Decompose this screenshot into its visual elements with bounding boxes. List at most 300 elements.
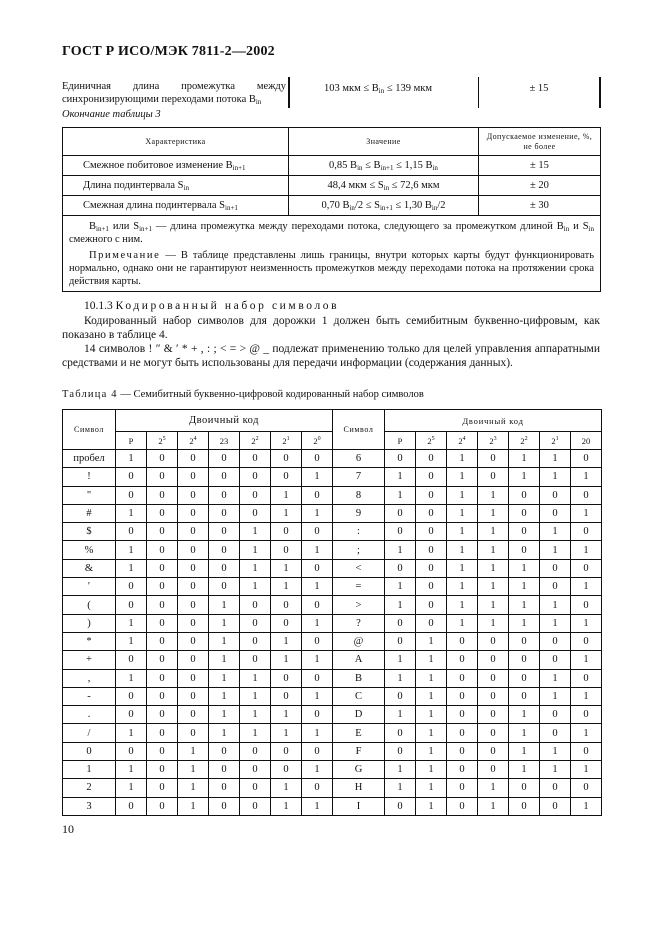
bit-cell: 0 [147,541,178,559]
bit-cell: 0 [240,486,271,504]
bit-cell: 1 [509,724,540,742]
bit-cell: 0 [240,742,271,760]
bit-cell: 1 [478,596,509,614]
bit-cell: 1 [540,761,571,779]
table-row [63,797,602,815]
bit-cell: 1 [571,651,602,669]
bit-cell: 1 [302,541,333,559]
bit-cell: 0 [571,450,602,468]
bit-cell: 0 [302,742,333,760]
bit-cell: 1 [571,578,602,596]
bit-cell: 1 [478,559,509,577]
bit-cell: 0 [147,486,178,504]
bit-cell: 1 [116,632,147,650]
page-number: 10 [62,822,74,836]
bit-cell: 1 [571,687,602,705]
symbol-cell: 3 [63,797,116,815]
header-code-right: Двоичный код [385,410,602,432]
symbol-cell: 2 [63,779,116,797]
table-3-end [62,127,601,292]
table-row [63,669,602,687]
symbol-cell: , [63,669,116,687]
bit-cell: 1 [385,706,416,724]
bit-cell: 0 [240,450,271,468]
bit-cell: 0 [416,614,447,632]
bit-cell: 0 [385,797,416,815]
bit-cell: 0 [209,504,240,522]
bit-cell: 1 [385,468,416,486]
bit-cell: 1 [302,724,333,742]
bit-cell: 0 [147,669,178,687]
bit-cell: 0 [302,523,333,541]
table-row [63,596,602,614]
bit-cell: 1 [271,779,302,797]
table-row [63,578,602,596]
bit-cell: 0 [478,706,509,724]
table3-header-row [63,128,601,156]
bit-cell: 1 [209,651,240,669]
bit-cell: 0 [240,761,271,779]
bit-cell: 1 [302,651,333,669]
bit-cell: 1 [447,523,478,541]
bit-cell: 0 [447,687,478,705]
bit-cell: 0 [416,450,447,468]
bit-cell: 0 [509,687,540,705]
bit-cell: 1 [271,578,302,596]
bit-cell: 1 [447,541,478,559]
bit-cell: 1 [447,486,478,504]
bit-cell: 0 [540,651,571,669]
bit-cell: 1 [447,504,478,522]
bit-cell: 0 [178,614,209,632]
bit-cell: 0 [178,486,209,504]
bit-cell: 1 [385,669,416,687]
table-row [63,176,601,196]
table-row [63,156,601,176]
symbol-cell: / [63,724,116,742]
bit-cell: 1 [447,596,478,614]
row-tolerance: ± 20 [479,176,601,196]
bit-cell: 1 [178,742,209,760]
bit-cell: 0 [147,779,178,797]
bit-header: $2^5$ [416,432,447,450]
bit-cell: 0 [540,559,571,577]
bit-header: $2^3$ [478,432,509,450]
bit-cell: 0 [416,523,447,541]
bit-cell: 1 [509,596,540,614]
symbol-cell: 9 [333,504,385,522]
bit-cell: 0 [147,706,178,724]
note-remark: Примечание — В таблице представлены лишь границы, внутри которых карты будут функционировать нормально, однако они не гарантируют неизменность промежутков между переходами потока на протяжении срока действия карты. [69,250,594,287]
bit-cell: 0 [178,523,209,541]
bit-cell: 0 [478,468,509,486]
bit-cell: 0 [447,797,478,815]
bit-cell: 1 [240,541,271,559]
bit-cell: 0 [478,669,509,687]
bit-cell: 0 [540,578,571,596]
bit-cell: 0 [540,486,571,504]
bit-cell: 1 [509,742,540,760]
section-title: Кодированный набор символов [115,300,340,312]
section-paragraph: Кодированный набор символов для дорожки 1 должен быть семибитным буквенно-цифровым, как показано в таблице 4. [62,315,600,341]
bit-cell: 1 [302,468,333,486]
bit-cell: 1 [302,614,333,632]
bit-cell: 0 [271,468,302,486]
bit-cell: 0 [509,797,540,815]
bit-cell: 0 [385,504,416,522]
bit-cell: 1 [116,669,147,687]
bit-cell: 1 [116,559,147,577]
symbol-cell: = [333,578,385,596]
section-heading [84,300,339,312]
row-value: 0,70 $B_{in}/2 \le S_{in+1} \le 1,30$ $B_{in}/2$ [289,196,479,216]
symbol-cell: 1 [63,761,116,779]
bit-header: $2^1$ [540,432,571,450]
bit-cell: 1 [478,504,509,522]
bit-cell: 0 [209,468,240,486]
table-row [63,559,602,577]
table-row [63,687,602,705]
bit-cell: 1 [240,578,271,596]
table-row [63,468,602,486]
bit-cell: 0 [209,523,240,541]
bit-cell: 1 [416,706,447,724]
table-row [63,724,602,742]
row-label: Длина подинтервала $S_{in}$ [63,176,289,196]
bit-cell: 0 [240,614,271,632]
bit-cell: 0 [178,450,209,468]
bit-cell: 1 [209,706,240,724]
bit-cell: 1 [209,632,240,650]
bit-cell: 1 [509,559,540,577]
symbol-cell: $ [63,523,116,541]
bit-cell: 0 [571,486,602,504]
bit-cell: 0 [271,687,302,705]
bit-cell: 0 [178,578,209,596]
bit-cell: 0 [209,450,240,468]
table-row [63,486,602,504]
symbol-cell: 7 [333,468,385,486]
bit-cell: 1 [509,468,540,486]
bit-cell: 0 [478,742,509,760]
bit-cell: 1 [385,486,416,504]
symbol-cell: 6 [333,450,385,468]
bit-cell: 0 [178,632,209,650]
bit-cell: 1 [116,779,147,797]
symbol-cell: ; [333,541,385,559]
symbol-cell: ) [63,614,116,632]
bit-cell: 0 [147,797,178,815]
header-symbol-left: Символ [63,410,116,450]
bit-cell: 1 [540,687,571,705]
bit-cell: 1 [416,797,447,815]
bit-cell: 1 [385,779,416,797]
symbol-cell: A [333,651,385,669]
bit-cell: 1 [416,724,447,742]
symbol-cell: 8 [333,486,385,504]
bit-cell: 1 [271,706,302,724]
bit-cell: 1 [271,504,302,522]
header-value: Значение [289,128,479,156]
bit-cell: 0 [385,450,416,468]
bit-cell: 0 [240,779,271,797]
symbol-cell: B [333,669,385,687]
bit-header: P [116,432,147,450]
bit-cell: 0 [178,468,209,486]
bit-cell: 0 [240,632,271,650]
bit-cell: 0 [447,651,478,669]
symbol-cell: * [63,632,116,650]
table-row [63,523,602,541]
bit-cell: 0 [302,706,333,724]
bit-cell: 0 [478,450,509,468]
bit-cell: 0 [240,596,271,614]
table-row [63,742,602,760]
bit-cell: 0 [416,504,447,522]
bit-cell: 0 [571,779,602,797]
bit-cell: 1 [571,724,602,742]
symbol-cell: ( [63,596,116,614]
bit-cell: 0 [147,651,178,669]
bit-cell: 0 [571,596,602,614]
document-header: ГОСТ Р ИСО/МЭК 7811-2—2002 [62,44,275,59]
bit-header: $2^4$ [447,432,478,450]
bit-cell: 1 [571,541,602,559]
bit-header: P [385,432,416,450]
bit-cell: 0 [116,578,147,596]
bit-cell: 1 [302,761,333,779]
bit-cell: 0 [209,541,240,559]
bit-cell: 1 [240,706,271,724]
bit-cell: 1 [571,504,602,522]
header-code-left: Двоичный код [116,410,333,432]
bit-cell: 0 [447,761,478,779]
symbol-cell: - [63,687,116,705]
bit-cell: 1 [416,687,447,705]
bit-cell: 0 [385,632,416,650]
bit-cell: 0 [209,779,240,797]
bit-cell: 0 [209,761,240,779]
bit-cell: 0 [178,669,209,687]
bit-cell: 0 [147,468,178,486]
header-characteristic: Характеристика [63,128,289,156]
bit-cell: 0 [302,486,333,504]
bit-cell: 0 [416,541,447,559]
bit-cell: 1 [478,541,509,559]
bit-cell: 1 [209,724,240,742]
table3-notes [63,216,601,292]
symbol-cell: & [63,559,116,577]
symbol-cell: 0 [63,742,116,760]
bit-cell: 0 [447,779,478,797]
symbol-cell: ? [333,614,385,632]
bit-cell: 1 [271,797,302,815]
bit-cell: 1 [385,761,416,779]
symbol-cell: H [333,779,385,797]
bit-cell: 1 [509,578,540,596]
bit-cell: 0 [447,742,478,760]
bit-cell: 1 [116,724,147,742]
table-row [63,632,602,650]
bit-cell: 1 [178,797,209,815]
symbol-cell: . [63,706,116,724]
symbol-cell: : [333,523,385,541]
bit-cell: 0 [478,761,509,779]
bit-cell: 0 [385,523,416,541]
bit-cell: 1 [540,614,571,632]
row-label: Смежная длина подинтервала $S_{in+1}$ [63,196,289,216]
bit-cell: 0 [116,706,147,724]
bit-cell: 1 [540,596,571,614]
bit-cell: 0 [271,669,302,687]
table4-header-row [63,410,602,432]
table-row [63,614,602,632]
bit-cell: 1 [416,779,447,797]
continued-characteristic: Единичная длина промежутка между синхронизирующими переходами потока $B_{in}$ [62,81,286,106]
bit-cell: 1 [416,742,447,760]
control-symbols: ! ″ & ′ * + , : ; < = > @ _ [148,343,270,355]
bit-cell: 1 [540,742,571,760]
bit-cell: 0 [240,651,271,669]
bit-cell: 0 [116,523,147,541]
bit-cell: 0 [540,504,571,522]
bit-cell: 0 [385,724,416,742]
bit-cell: 0 [478,651,509,669]
bit-cell: 0 [509,523,540,541]
table4-body [63,450,602,816]
bit-cell: 0 [209,486,240,504]
bit-cell: 0 [509,541,540,559]
bit-cell: 1 [209,687,240,705]
bit-cell: 0 [147,761,178,779]
bit-cell: 1 [209,596,240,614]
bit-cell: 1 [416,632,447,650]
bit-header: 20 [571,432,602,450]
symbol-cell: E [333,724,385,742]
bit-cell: 1 [540,450,571,468]
bit-cell: 1 [509,614,540,632]
bit-cell: 1 [385,578,416,596]
bit-cell: 0 [302,779,333,797]
bit-cell: 0 [147,687,178,705]
bit-cell: 0 [178,651,209,669]
bit-cell: 0 [116,651,147,669]
section-number: 10.1.3 [84,300,113,312]
bit-cell: 1 [478,486,509,504]
bit-cell: 0 [147,578,178,596]
bit-cell: 0 [478,724,509,742]
bit-cell: 1 [116,541,147,559]
bit-cell: 0 [209,578,240,596]
table-row [63,196,601,216]
bit-cell: 0 [416,468,447,486]
symbol-cell: # [63,504,116,522]
symbol-cell: @ [333,632,385,650]
column-rule [599,77,601,108]
bit-cell: 0 [271,742,302,760]
bit-cell: 1 [478,523,509,541]
bit-cell: 0 [147,632,178,650]
bit-cell: 1 [509,450,540,468]
table-row [63,779,602,797]
bit-cell: 1 [416,669,447,687]
bit-cell: 0 [271,761,302,779]
bit-cell: 1 [302,578,333,596]
bit-cell: 0 [116,468,147,486]
bit-cell: 1 [240,669,271,687]
bit-cell: 0 [416,486,447,504]
bit-cell: 1 [509,761,540,779]
bit-cell: 0 [178,706,209,724]
bit-cell: 1 [178,779,209,797]
bit-cell: 0 [302,596,333,614]
bit-cell: 1 [571,614,602,632]
bit-cell: 1 [478,578,509,596]
table-row [63,504,602,522]
bit-cell: 0 [147,504,178,522]
bit-cell: 1 [302,797,333,815]
header-tolerance: Допускаемое изменение, %, не более [479,128,601,156]
bit-cell: 1 [116,504,147,522]
symbol-cell: > [333,596,385,614]
bit-cell: 0 [416,578,447,596]
row-tolerance: ± 15 [479,156,601,176]
bit-cell: 0 [209,559,240,577]
table3-notes-row [63,216,601,292]
bit-cell: 1 [447,578,478,596]
symbol-cell: F [333,742,385,760]
header-symbol-right: Символ [333,410,385,450]
symbol-cell: I [333,797,385,815]
bit-cell: 1 [447,614,478,632]
bit-header: $2^5$ [147,432,178,450]
table-row [63,450,602,468]
bit-cell: 1 [540,523,571,541]
bit-cell: 0 [147,742,178,760]
bit-cell: 1 [271,559,302,577]
bit-cell: 1 [240,687,271,705]
bit-cell: 0 [116,486,147,504]
symbol-cell: D [333,706,385,724]
bit-cell: 0 [147,724,178,742]
column-rule [288,77,290,108]
bit-cell: 1 [178,761,209,779]
bit-cell: 0 [540,706,571,724]
bit-cell: 1 [447,450,478,468]
symbol-cell: ! [63,468,116,486]
bit-cell: 0 [271,596,302,614]
bit-cell: 0 [571,742,602,760]
symbol-cell: % [63,541,116,559]
bit-cell: 0 [209,797,240,815]
bit-cell: 0 [509,651,540,669]
bit-cell: 0 [571,669,602,687]
symbol-cell: < [333,559,385,577]
bit-cell: 0 [571,559,602,577]
table4-bits-row [63,432,602,450]
bit-cell: 1 [447,559,478,577]
bit-cell: 1 [509,706,540,724]
bit-cell: 0 [478,687,509,705]
bit-cell: 0 [178,559,209,577]
bit-cell: 0 [447,706,478,724]
bit-cell: 0 [302,559,333,577]
bit-cell: 0 [509,486,540,504]
bit-cell: 1 [416,761,447,779]
bit-cell: 0 [271,523,302,541]
row-value: 0,85 $B_{in} \le B_{in+1} \le 1,15$ $B_{in}$ [289,156,479,176]
bit-cell: 1 [447,468,478,486]
